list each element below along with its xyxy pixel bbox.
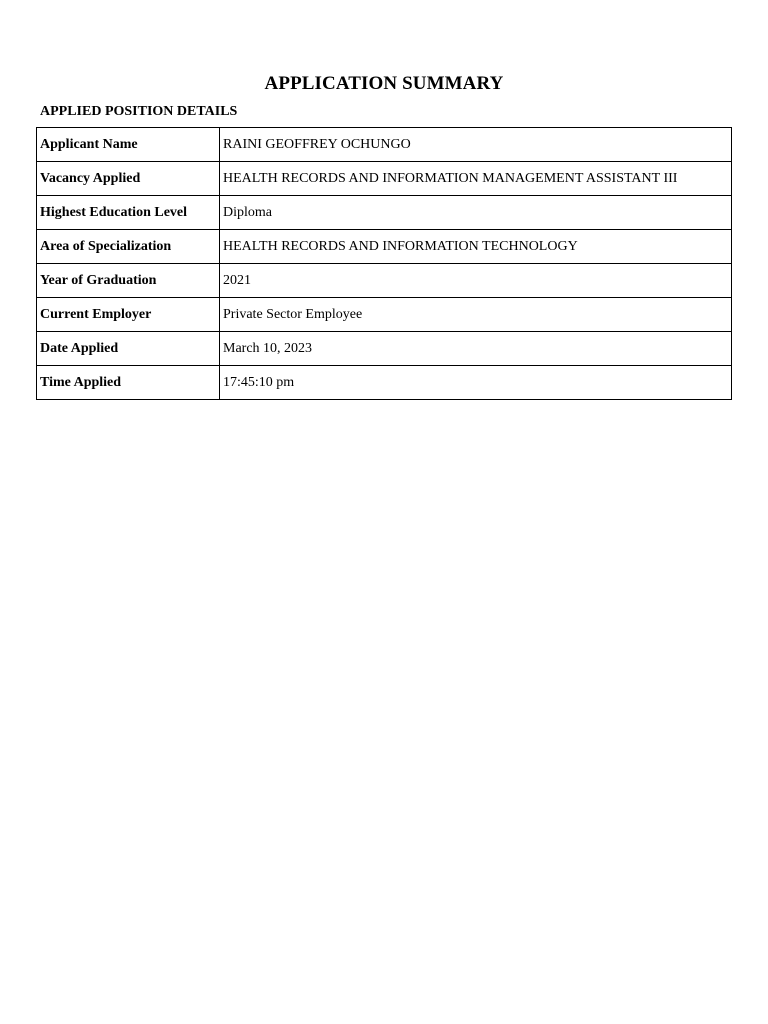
table-row-current-employer: [37, 298, 732, 332]
table-row-date-applied: [37, 332, 732, 366]
table-row-highest-education-level: [37, 196, 732, 230]
row-label: Year of Graduation: [37, 264, 220, 298]
row-label: Date Applied: [37, 332, 220, 366]
row-label: Area of Specialization: [37, 230, 220, 264]
table-row-applicant-name: [37, 128, 732, 162]
table-row-area-of-specialization: [37, 230, 732, 264]
row-value: March 10, 2023: [220, 332, 732, 366]
row-label: Time Applied: [37, 366, 220, 400]
row-label: Current Employer: [37, 298, 220, 332]
row-value: Diploma: [220, 196, 732, 230]
table-row-vacancy-applied: [37, 162, 732, 196]
page-title: APPLICATION SUMMARY: [264, 73, 504, 94]
row-value: 17:45:10 pm: [220, 366, 732, 400]
section-heading: APPLIED POSITION DETAILS: [40, 104, 238, 119]
table-row-time-applied: [37, 366, 732, 400]
row-label: Vacancy Applied: [37, 162, 220, 196]
position-details-table: [36, 127, 732, 400]
row-label: Applicant Name: [37, 128, 220, 162]
row-value: RAINI GEOFFREY OCHUNGO: [220, 128, 732, 162]
row-value: HEALTH RECORDS AND INFORMATION TECHNOLOGY: [220, 230, 732, 264]
row-value: 2021: [220, 264, 732, 298]
table-row-year-of-graduation: [37, 264, 732, 298]
row-value: HEALTH RECORDS AND INFORMATION MANAGEMENT ASSISTANT III: [220, 162, 732, 196]
row-label: Highest Education Level: [37, 196, 220, 230]
row-value: Private Sector Employee: [220, 298, 732, 332]
